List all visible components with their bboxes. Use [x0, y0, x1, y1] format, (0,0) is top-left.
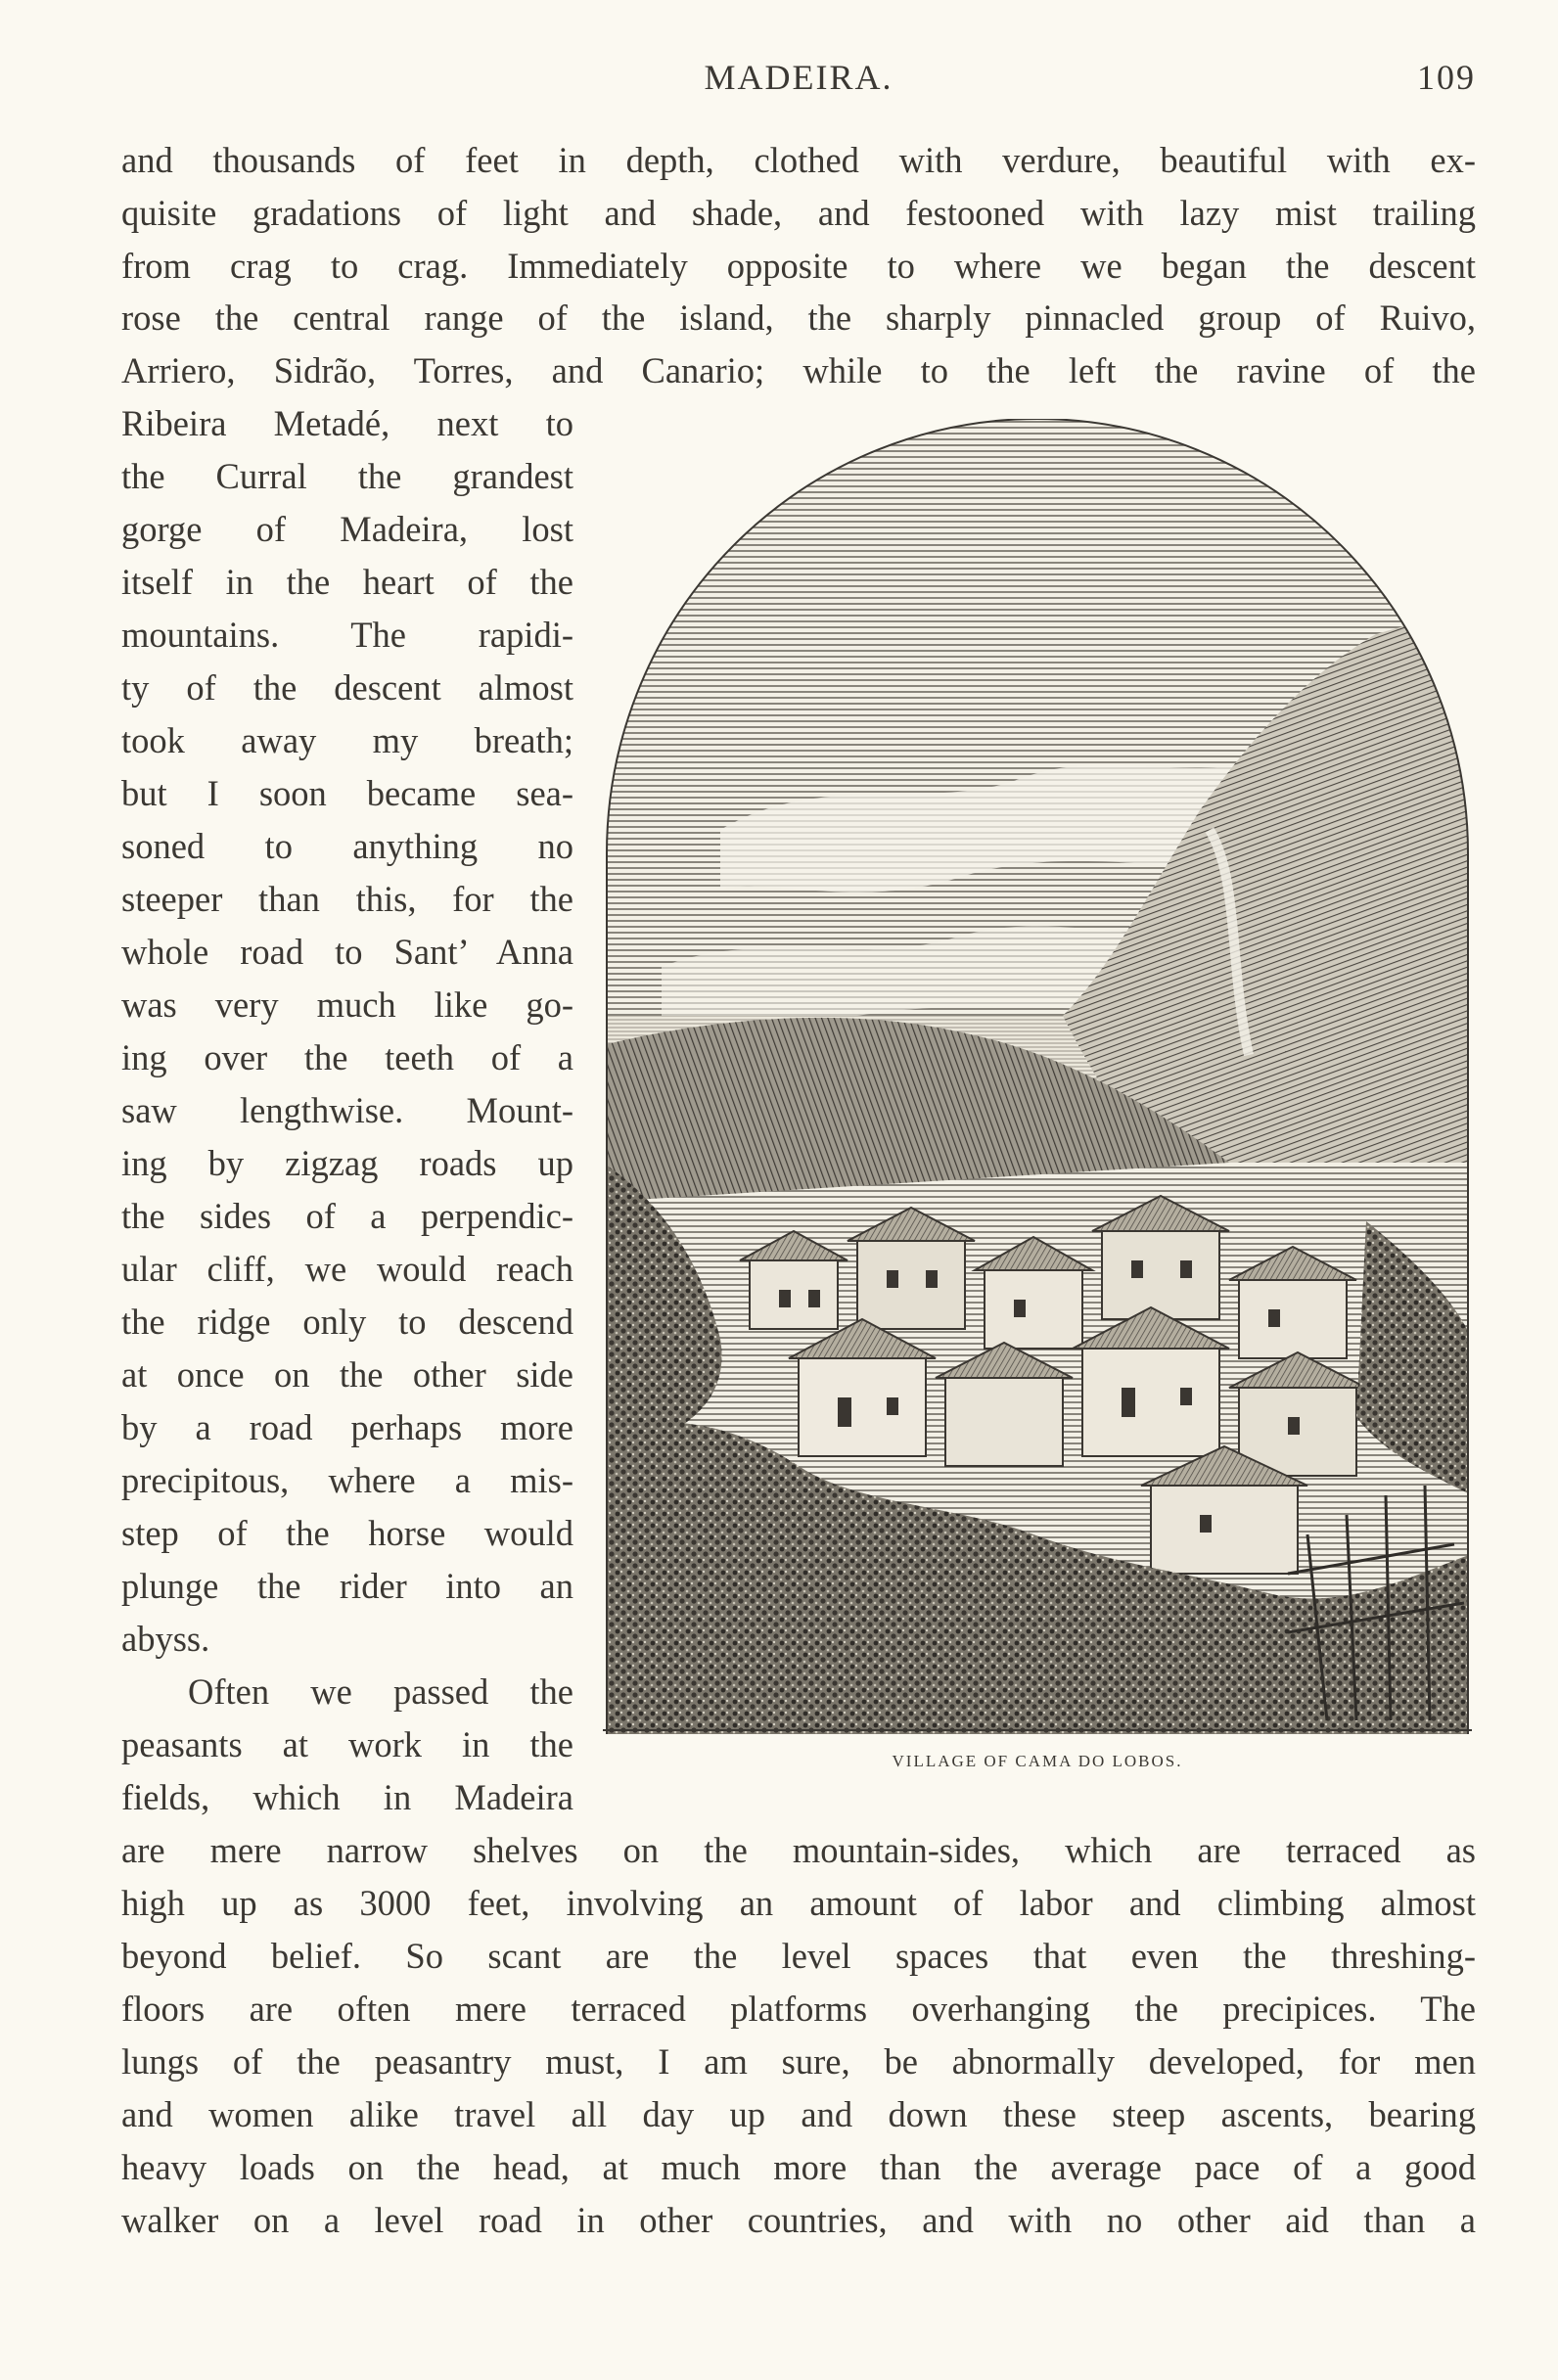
- text-line: abyss.: [121, 1619, 210, 1659]
- text-line: and women alike travel all day up and down these steep ascents, bearing: [121, 2094, 1476, 2134]
- text-line: the Curral the grandest: [121, 456, 573, 496]
- figure-caption: VILLAGE OF CAMA DO LOBOS.: [892, 1752, 1183, 1770]
- text-line: the sides of a perpendic-: [121, 1196, 573, 1236]
- page-number: 109: [1417, 58, 1476, 97]
- text-line: saw lengthwise. Mount-: [121, 1090, 573, 1130]
- text-line: ty of the descent almost: [121, 667, 573, 708]
- running-header: [121, 57, 1476, 106]
- text-line: walker on a level road in other countries, and with no other aid than a: [121, 2200, 1476, 2240]
- text-line: heavy loads on the head, at much more than the average pace of a good: [121, 2147, 1476, 2187]
- text-line: was very much like go-: [121, 984, 573, 1025]
- text-line: Often we passed the: [188, 1671, 573, 1712]
- text-line: fields, which in Madeira: [121, 1777, 573, 1817]
- text-line: Ribeira Metadé, next to: [121, 403, 573, 443]
- text-line: plunge the rider into an: [121, 1566, 573, 1606]
- text-line: itself in the heart of the: [121, 562, 573, 602]
- text-line: from crag to crag. Immediately opposite to where we began the descent: [121, 246, 1476, 286]
- text-line: precipitous, where a mis-: [121, 1460, 573, 1500]
- text-line: mountains. The rapidi-: [121, 615, 573, 655]
- text-line: ular cliff, we would reach: [121, 1249, 573, 1289]
- text-line: peasants at work in the: [121, 1724, 573, 1764]
- text-line: are mere narrow shelves on the mountain-sides, which are terraced as: [121, 1830, 1476, 1870]
- text-line: steeper than this, for the: [121, 879, 573, 919]
- text-line: quisite gradations of light and shade, and festooned with lazy mist trailing: [121, 193, 1476, 233]
- text-line: ing over the teeth of a: [121, 1037, 573, 1077]
- text-line: soned to anything no: [121, 826, 573, 866]
- text-line: rose the central range of the island, the sharply pinnacled group of Ruivo,: [121, 298, 1476, 338]
- text-line: lungs of the peasantry must, I am sure, be abnormally developed, for men: [121, 2041, 1476, 2082]
- illustration-village-engraving: [603, 419, 1472, 1734]
- text-line: gorge of Madeira, lost: [121, 509, 573, 549]
- running-title: MADEIRA.: [704, 58, 894, 97]
- text-line: Arriero, Sidrão, Torres, and Canario; while to the left the ravine of the: [121, 350, 1476, 390]
- text-line: step of the horse would: [121, 1513, 573, 1553]
- text-line: floors are often mere terraced platforms overhanging the precipices. The: [121, 1989, 1476, 2029]
- text-line: took away my breath;: [121, 720, 573, 760]
- text-line: but I soon became sea-: [121, 773, 573, 813]
- text-line: high up as 3000 feet, involving an amount of labor and climbing almost: [121, 1883, 1476, 1923]
- text-line: by a road perhaps more: [121, 1407, 573, 1447]
- text-line: ing by zigzag roads up: [121, 1143, 573, 1183]
- text-line: and thousands of feet in depth, clothed with verdure, beautiful with ex-: [121, 140, 1476, 180]
- engraving-svg: [603, 419, 1472, 1734]
- text-line: at once on the other side: [121, 1354, 573, 1395]
- text-line: beyond belief. So scant are the level spaces that even the threshing-: [121, 1936, 1476, 1976]
- text-line: the ridge only to descend: [121, 1302, 573, 1342]
- text-line: whole road to Sant’ Anna: [121, 932, 573, 972]
